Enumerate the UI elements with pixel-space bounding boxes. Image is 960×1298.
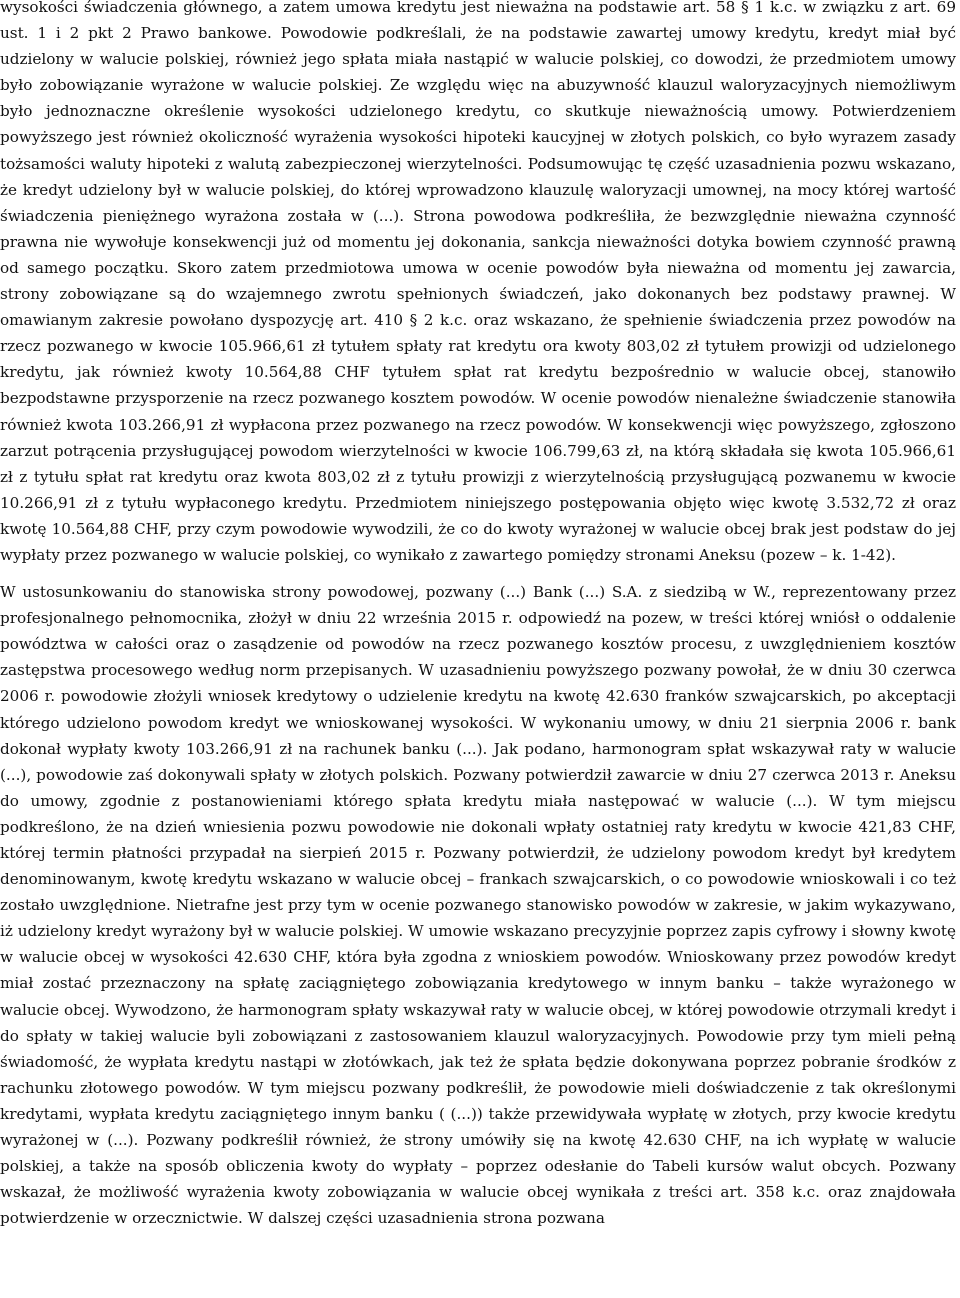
paragraph-claim-summary: wysokości świadczenia głównego, a zatem umowa kredytu jest nieważna na podstawie art. 58 § 1 k.c. w związku z art. 69 ust. 1 i 2 pkt 2 Prawo bankowe. Powodowie podkreślali, że na podstawie zawartej umowy kredytu, kredyt miał być udzielony w walucie polskiej, również jego spłata miała nastąpić w walucie polskiej, co dowodzi, że przedmiotem umowy było zobowiązanie wyrażone w walucie polskiej. Ze względu więc na abuzywność klauzul waloryzacyjnych niemożliwym było jednoznaczne określenie wysokości udzielonego kredytu, co skutkuje nieważnością umowy. Potwierdzeniem powyższego jest również okoliczność wyrażenia wysokości hipoteki kaucyjnej w złotych polskich, co było wyrazem zasady tożsamości waluty hipoteki z walutą zabezpieczonej wierzytelności. Podsumowując tę część uzasadnienia pozwu wskazano, że kredyt udzielony był w walucie polskiej, do której wprowadzono klauzulę waloryzacji umownej, na mocy której wartość świadczenia pieniężnego wyrażona została w (...). Strona powodowa podkreśliła, że bezwzględnie nieważna czynność prawna nie wywołuje konsekwencji już od momentu jej dokonania, sankcja nieważności dotyka bowiem czynność prawną od samego początku. Skoro zatem przedmiotowa umowa w ocenie powodów była nieważna od momentu jej zawarcia, strony zobowiązane są do wzajemnego zwrotu spełnionych świadczeń, jako dokonanych bez podstawy prawnej. W omawianym zakresie powołano dyspozycję art. 410 § 2 k.c. oraz wskazano, że spełnienie świadczenia przez powodów na rzecz pozwanego w kwocie 105.966,61 zł tytułem spłaty rat kredytu ora kwoty 803,02 zł tytułem prowizji od udzielonego kredytu, jak również kwoty 10.564,88 CHF tytułem spłat rat kredytu bezpośrednio w walucie obcej, stanowiło bezpodstawne przysporzenie na rzecz pozwanego kosztem powodów. W ocenie powodów nienależne świadczenie stanowiła również kwota 103.266,91 zł wypłacona przez pozwanego na rzecz powodów. W konsekwencji więc powyższego, zgłoszono zarzut potrącenia przysługującej powodom wierzytelności w kwocie 106.799,63 zł, na którą składała się kwota 105.966,61 zł z tytułu spłat rat kredytu oraz kwota 803,02 zł z tytułu prowizji z wierzytelnością przysługującą pozwanemu w kwocie 10.266,91 zł z tytułu wypłaconego kredytu. Przedmiotem niniejszego postępowania objęto więc kwotę 3.532,72 zł oraz kwotę 10.564,88 CHF, przy czym powodowie wywodzili, że co do kwoty wyrażonej w walucie obcej brak jest podstaw do jej wypłaty przez pozwanego w walucie polskiej, co wynikało z zawartego pomiędzy stronami Aneksu (pozew – k. 1-42).: [0, 0, 956, 564]
paragraph-defendant-response: W ustosunkowaniu do stanowiska strony powodowej, pozwany (...) Bank (...) S.A. z siedzibą w W., reprezentowany przez profesjonalnego pełnomocnika, złożył w dniu 22 września 2015 r. odpowiedź na pozew, w treści której wniósł o oddalenie powództwa w całości oraz o zasądzenie od powodów na rzecz pozwanego kosztów procesu, z uwzględnieniem kosztów zastępstwa procesowego według norm przepisanych. W uzasadnieniu powyższego pozwany powołał, że w dniu 30 czerwca 2006 r. powodowie złożyli wniosek kredytowy o udzielenie kredytu na kwotę 42.630 franków szwajcarskich, po akceptacji którego udzielono powodom kredyt we wnioskowanej wysokości. W wykonaniu umowy, w dniu 21 sierpnia 2006 r. bank dokonał wypłaty kwoty 103.266,91 zł na rachunek banku (...). Jak podano, harmonogram spłat wskazywał raty w walucie (...), powodowie zaś dokonywali spłaty w złotych polskich. Pozwany potwierdził zawarcie w dniu 27 czerwca 2013 r. Aneksu do umowy, zgodnie z postanowieniami którego spłata kredytu miała następować w walucie (...). W tym miejscu podkreślono, że na dzień wniesienia pozwu powodowie nie dokonali wpłaty ostatniej raty kredytu w kwocie 421,83 CHF, której termin płatności przypadał na sierpień 2015 r. Pozwany potwierdził, że udzielony powodom kredyt był kredytem denominowanym, kwotę kredytu wskazano w walucie obcej – frankach szwajcarskich, o co powodowie wnioskowali i co też zostało uwzględnione. Nietrafne jest przy tym w ocenie pozwanego stanowisko powodów w zakresie, w jakim wykazywano, iż udzielony kredyt wyrażony był w walucie polskiej. W umowie wskazano precyzyjnie poprzez zapis cyfrowy i słowny kwotę w walucie obcej w wysokości 42.630 CHF, która była zgodna z wnioskiem powodów. Wnioskowany przez powodów kredyt miał zostać przeznaczony na spłatę zaciągniętego zobowiązania kredytowego w innym banku – także wyrażonego w walucie obcej. Wywodzono, że harmonogram spłaty wskazywał raty w walucie obcej, w której powodowie otrzymali kredyt i do spłaty w takiej walucie byli zobowiązani z zastosowaniem klauzul waloryzacyjnych. Powodowie przy tym mieli pełną świadomość, że wypłata kredytu nastąpi w złotówkach, jak też że spłata będzie dokonywana poprzez pobranie środków z rachunku złotowego powodów. W tym miejscu pozwany podkreślił, że powodowie mieli doświadczenie z tak określonymi kredytami, wypłata kredytu zaciągniętego innym banku ( (...)) także przewidywała wypłatę w złotych, przy kwocie kredytu wyrażonej w (...). Pozwany podkreślił również, że strony umówiły się na kwotę 42.630 CHF, na ich wypłatę w walucie polskiej, a także na sposób obliczenia kwoty do wypłaty – poprzez odesłanie do Tabeli kursów walut obcych. Pozwany wskazał, że możliwość wyrażenia kwoty zobowiązania w walucie obcej wynikała z treści art. 358 k.c. oraz znajdowała potwierdzenie w orzecznictwie. W dalszej części uzasadnienia strona pozwana: [0, 583, 956, 1228]
